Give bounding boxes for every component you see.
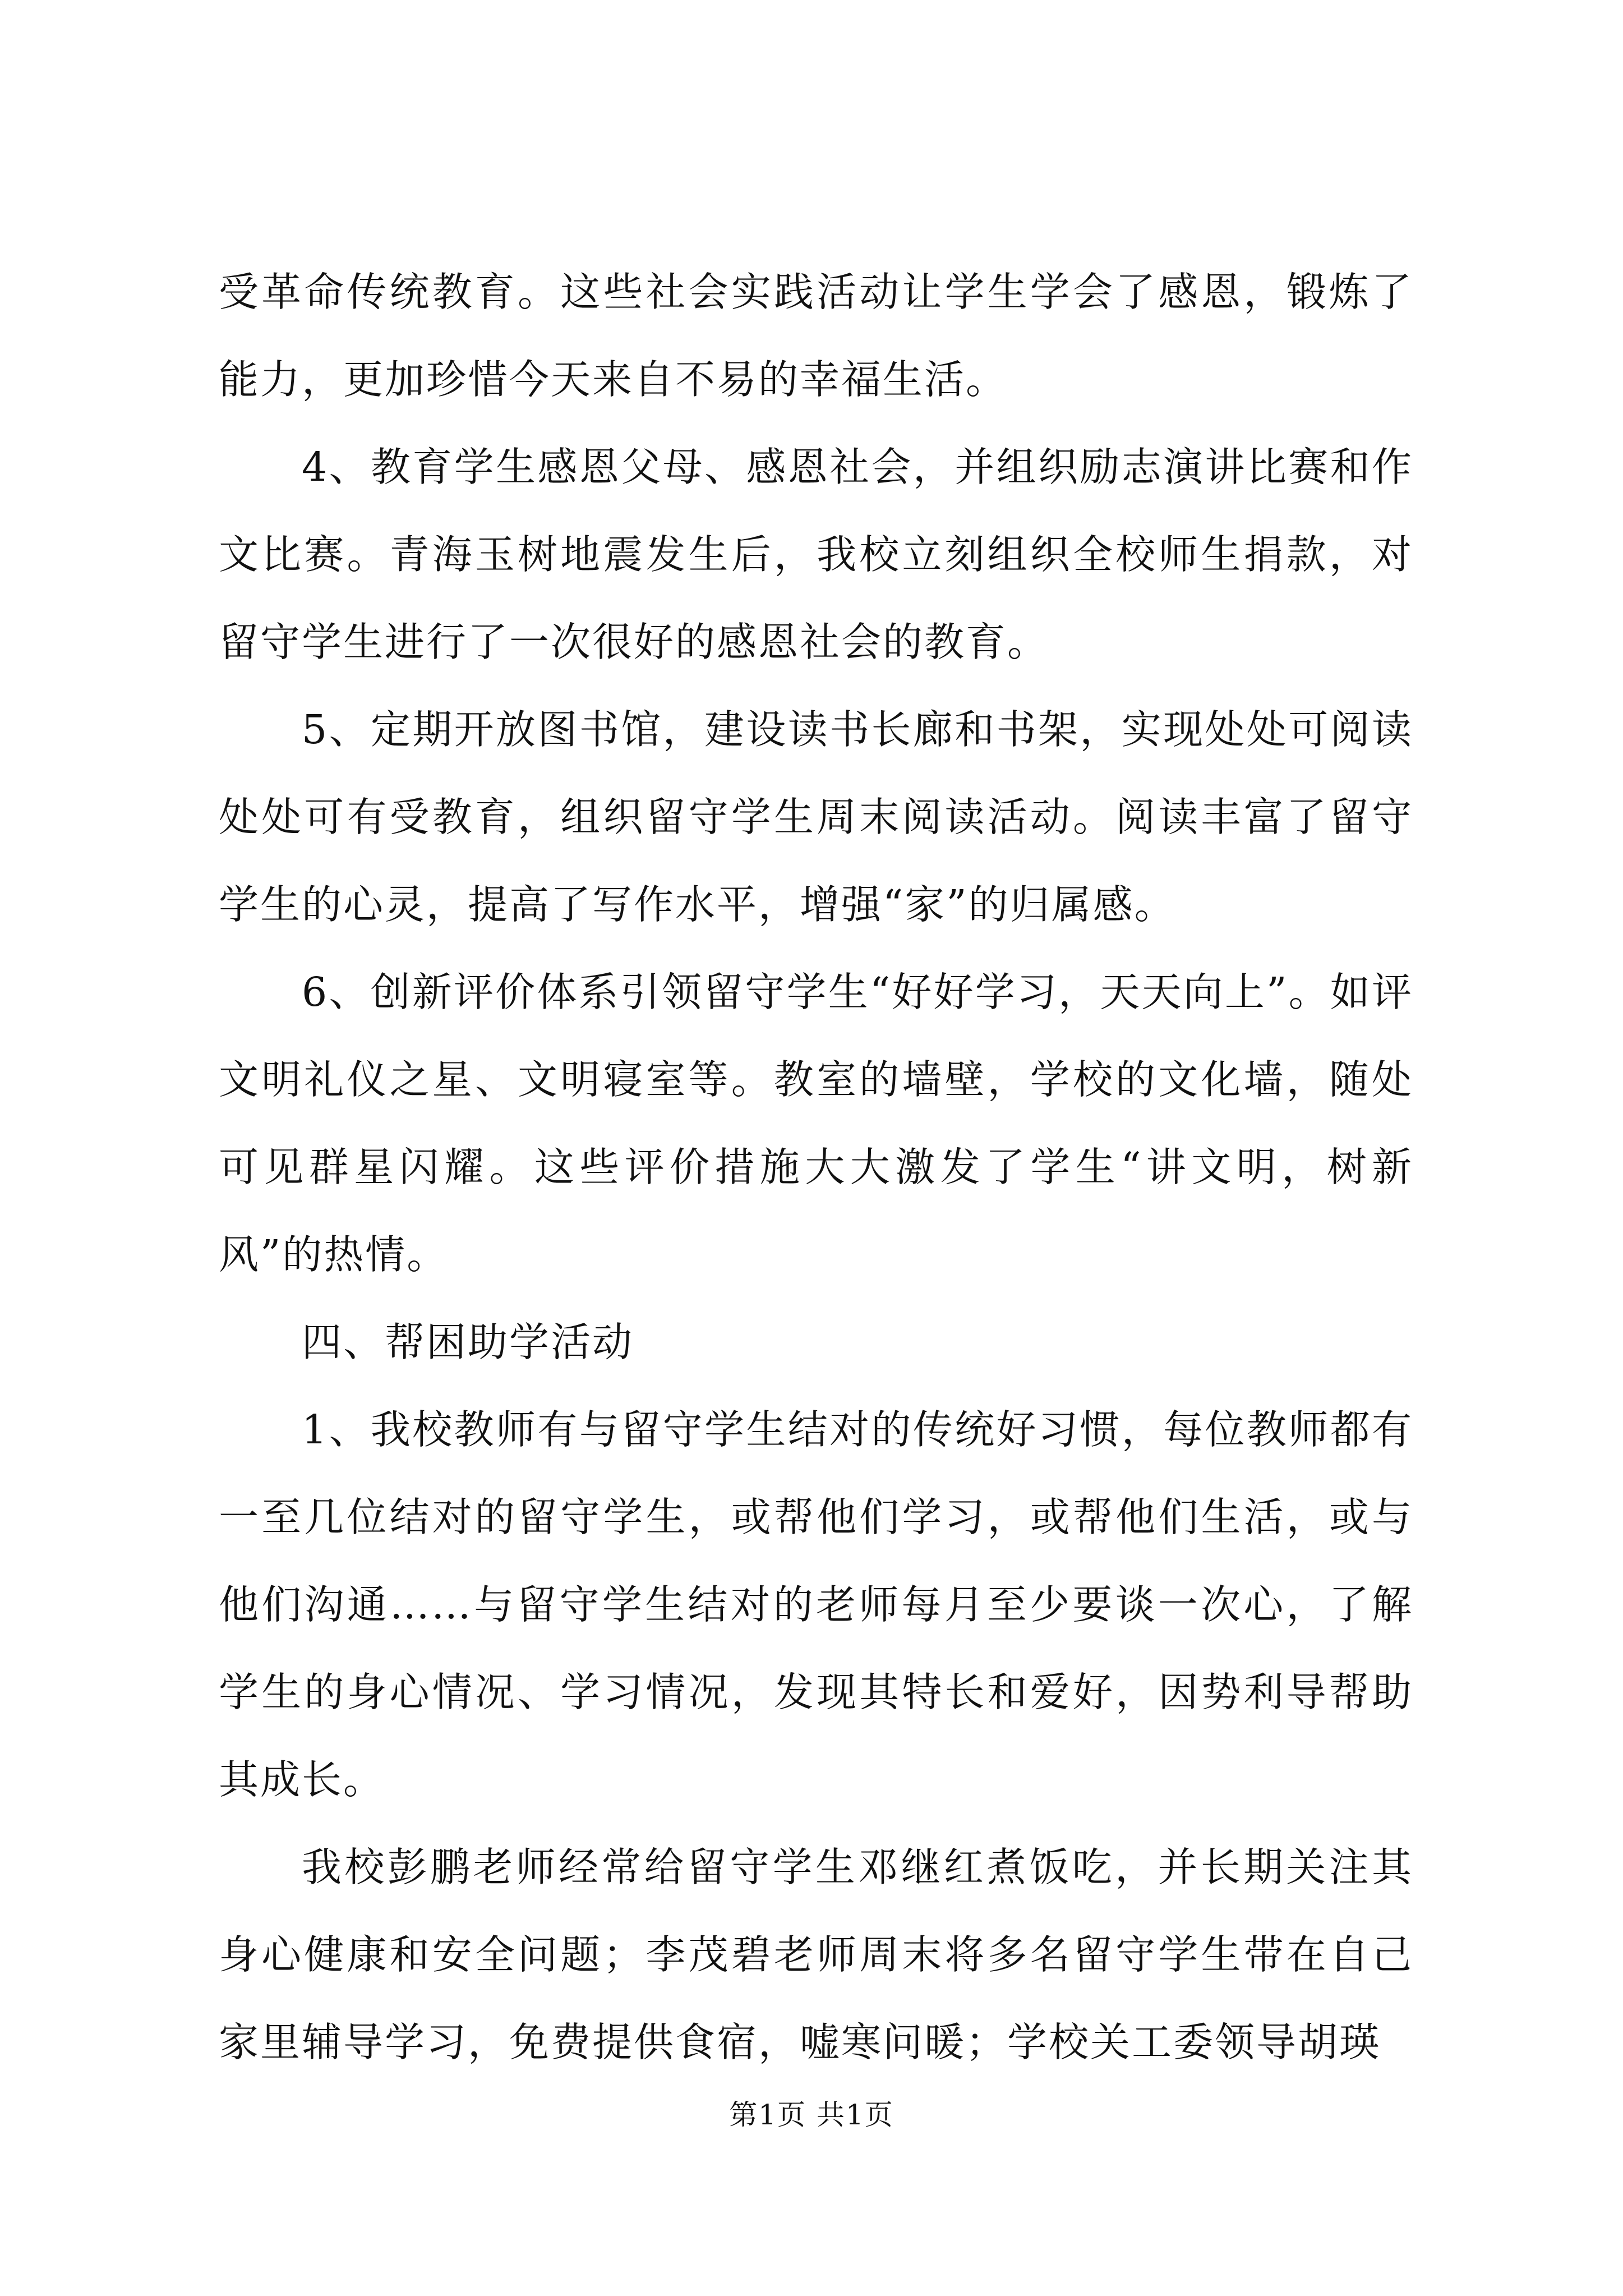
document-body <box>219 249 1413 2086</box>
paragraph-3: 5、定期开放图书馆，建设读书长廊和书架，实现处处可阅读处处可有受教育，组织留守学生周末阅读活动。阅读丰富了留守学生的心灵，提高了写作水平，增强“家”的归属感。 <box>219 706 1413 928</box>
paragraph-4: 6、创新评价体系引领留守学生“好好学习，天天向上”。如评文明礼仪之星、文明寝室等。教室的墙壁，学校的文化墙，随处可见群星闪耀。这些评价措施大大激发了学生“讲文明，树新风”的热情。 <box>219 969 1413 1278</box>
section-heading: 四、帮困助学活动 <box>302 1319 634 1365</box>
paragraph-6: 我校彭鹏老师经常给留守学生邓继红煮饭吃，并长期关注其身心健康和安全问题；李茂碧老师周末将多名留守学生带在自己家里辅导学习，免费提供食宿，嘘寒问暖；学校关工委领导胡瑛 <box>219 1844 1413 2065</box>
paragraph-1: 受革命传统教育。这些社会实践活动让学生学会了感恩，锻炼了能力，更加珍惜今天来自不易的幸福生活。 <box>219 269 1413 403</box>
paragraph-2: 4、教育学生感恩父母、感恩社会，并组织励志演讲比赛和作文比赛。青海玉树地震发生后，我校立刻组织全校师生捐款，对留守学生进行了一次很好的感恩社会的教育。 <box>219 444 1413 665</box>
paragraph-5: 1、我校教师有与留守学生结对的传统好习惯，每位教师都有一至几位结对的留守学生，或帮他们学习，或帮他们生活，或与他们沟通……与留守学生结对的老师每月至少要谈一次心，了解学生的身心情况、学习情况，发现其特长和爱好，因势利导帮助其成长。 <box>219 1406 1413 1803</box>
page-footer: 第1页 共1页 <box>729 2099 894 2131</box>
